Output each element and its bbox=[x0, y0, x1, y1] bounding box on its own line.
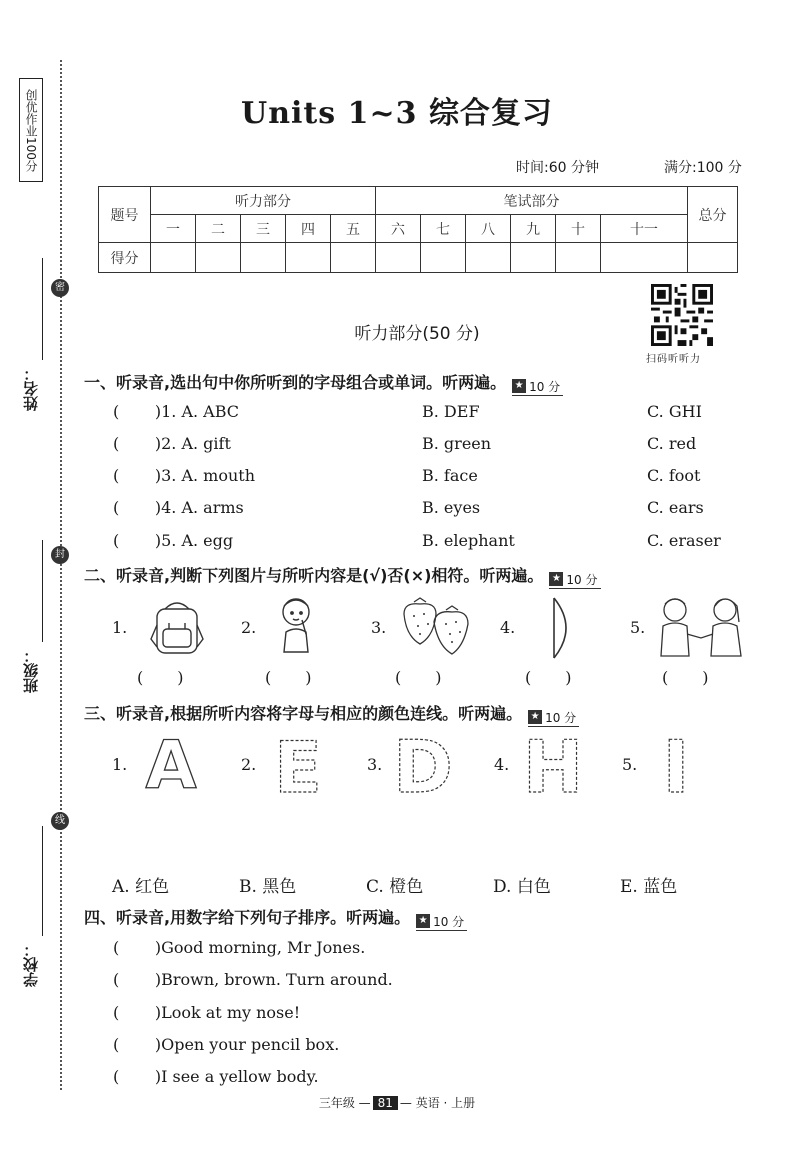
binding-dotted-line bbox=[60, 60, 62, 1090]
col-header: 三 bbox=[241, 215, 286, 243]
score-input-cell[interactable] bbox=[241, 243, 286, 273]
sentence-text: )Brown, brown. Turn around. bbox=[154, 970, 393, 989]
col-header: 四 bbox=[286, 215, 331, 243]
letter-number: 4. bbox=[494, 755, 510, 774]
col-header: 八 bbox=[466, 215, 511, 243]
option-b: B. green bbox=[422, 434, 492, 453]
outline-letter-e[interactable] bbox=[268, 734, 328, 798]
page-footer bbox=[0, 1094, 794, 1111]
item-number: )2. bbox=[154, 434, 177, 453]
score-input-cell[interactable] bbox=[556, 243, 601, 273]
points-text: 10 分 bbox=[566, 572, 598, 587]
class-label: 班级： bbox=[22, 648, 40, 693]
outline-letter-i[interactable] bbox=[658, 732, 694, 798]
points-text: 10 分 bbox=[545, 710, 577, 725]
time-limit: 时间:60 分钟 bbox=[516, 160, 599, 176]
footer-grade: 三年级 — bbox=[318, 1096, 371, 1110]
score-input-cell[interactable] bbox=[376, 243, 421, 273]
option-b: B. elephant bbox=[422, 531, 515, 550]
letter-a-glyph: A bbox=[145, 734, 197, 794]
seal-mi: 密 bbox=[51, 279, 69, 297]
score-input-cell[interactable] bbox=[331, 243, 376, 273]
children-shaking-hands-icon bbox=[651, 594, 751, 660]
score-input-cell[interactable] bbox=[601, 243, 688, 273]
writing-header: 笔试部分 bbox=[376, 187, 688, 215]
answer-blank[interactable]: ( bbox=[113, 466, 155, 485]
score-input-cell[interactable] bbox=[466, 243, 511, 273]
listening-part-title: 听力部分(50 分) bbox=[354, 324, 480, 344]
footer-subject: — 英语 · 上册 bbox=[399, 1096, 476, 1110]
answer-blank[interactable]: () bbox=[265, 668, 346, 687]
col-header: 十 bbox=[556, 215, 601, 243]
outline-letter-d[interactable] bbox=[393, 732, 453, 798]
option-a: A. mouth bbox=[181, 466, 256, 485]
option-b: B. DEF bbox=[422, 402, 480, 421]
col-header: 六 bbox=[376, 215, 421, 243]
mc-item bbox=[113, 434, 231, 453]
col-header: 一 bbox=[151, 215, 196, 243]
option-b: B. face bbox=[422, 466, 478, 485]
points-text: 10 分 bbox=[529, 379, 561, 394]
option-c: C. eraser bbox=[647, 531, 721, 550]
option-a: A. egg bbox=[181, 531, 234, 550]
section-2-points bbox=[549, 571, 600, 589]
bow-icon bbox=[548, 596, 578, 660]
item-number: )3. bbox=[154, 466, 177, 485]
option-a: A. ABC bbox=[181, 402, 240, 421]
score-input-cell[interactable] bbox=[151, 243, 196, 273]
option-a: A. arms bbox=[181, 498, 244, 517]
points-text: 10 分 bbox=[433, 914, 465, 929]
col-header: 二 bbox=[196, 215, 241, 243]
class-field[interactable] bbox=[14, 538, 44, 698]
answer-blank[interactable]: () bbox=[137, 668, 218, 687]
answer-blank[interactable]: ( bbox=[113, 402, 155, 421]
answer-blank[interactable]: () bbox=[395, 668, 476, 687]
col-header: 十一 bbox=[601, 215, 688, 243]
picture-number: 1. bbox=[112, 618, 128, 637]
letter-e-glyph: E bbox=[274, 734, 322, 798]
color-option-blue[interactable]: E. 蓝色 bbox=[620, 877, 678, 897]
order-blank[interactable]: ( bbox=[113, 1035, 155, 1054]
page-title: Units 1~3 综合复习 bbox=[241, 96, 553, 131]
mc-item bbox=[113, 498, 244, 517]
answer-blank[interactable]: ( bbox=[113, 531, 155, 550]
star-icon: ★ bbox=[512, 379, 526, 393]
sentence-item bbox=[113, 1003, 300, 1022]
letter-h-glyph: H bbox=[522, 732, 584, 798]
section-3-heading-text: 三、听录音,根据所听内容将字母与相应的颜色连线。听两遍。 bbox=[84, 704, 523, 723]
strawberries-icon bbox=[398, 596, 474, 658]
item-number: )4. bbox=[154, 498, 177, 517]
order-blank[interactable]: ( bbox=[113, 1067, 155, 1086]
section-4-heading bbox=[84, 905, 467, 931]
star-icon: ★ bbox=[416, 914, 430, 928]
sentence-text: )Open your pencil box. bbox=[154, 1035, 340, 1054]
item-number: )5. bbox=[154, 531, 177, 550]
mc-item bbox=[113, 531, 233, 550]
score-input-cell[interactable] bbox=[511, 243, 556, 273]
sentence-text: )Look at my nose! bbox=[154, 1003, 301, 1022]
section-2-heading-text: 二、听录音,判断下列图片与所听内容是(√)否(×)相符。听两遍。 bbox=[84, 566, 544, 585]
class-line[interactable] bbox=[42, 540, 43, 642]
sentence-item bbox=[113, 1067, 319, 1086]
sentence-item bbox=[113, 938, 365, 957]
sentence-text: )Good morning, Mr Jones. bbox=[154, 938, 366, 957]
total-cell: 总分 bbox=[688, 187, 738, 243]
sentence-item bbox=[113, 1035, 339, 1054]
letter-i-glyph: I bbox=[662, 732, 690, 798]
color-option-white[interactable]: D. 白色 bbox=[493, 877, 551, 897]
letter-number: 1. bbox=[112, 755, 128, 774]
section-4-points bbox=[416, 913, 467, 931]
page-number: 81 bbox=[373, 1096, 398, 1110]
order-blank[interactable]: ( bbox=[113, 938, 155, 957]
order-blank[interactable]: ( bbox=[113, 1003, 155, 1022]
section-1-points bbox=[512, 378, 563, 396]
answer-blank[interactable]: ( bbox=[113, 498, 155, 517]
name-label: 姓名： bbox=[22, 366, 40, 411]
mc-item bbox=[113, 402, 239, 421]
section-1-heading bbox=[84, 370, 563, 396]
picture-number: 2. bbox=[241, 618, 257, 637]
school-field[interactable] bbox=[14, 824, 44, 994]
order-blank[interactable]: ( bbox=[113, 970, 155, 989]
color-option-black[interactable]: B. 黑色 bbox=[239, 877, 297, 897]
listening-header: 听力部分 bbox=[151, 187, 376, 215]
option-c: C. ears bbox=[647, 498, 704, 517]
tihao-cell: 题号 bbox=[99, 187, 151, 243]
score-input-cell[interactable] bbox=[196, 243, 241, 273]
picture-number: 3. bbox=[371, 618, 387, 637]
letter-number: 2. bbox=[241, 755, 257, 774]
option-c: C. red bbox=[647, 434, 697, 453]
sentence-item bbox=[113, 970, 393, 989]
brand-label: 创优作业100分 bbox=[19, 78, 43, 182]
letter-d-glyph: D bbox=[393, 732, 453, 798]
sentence-text: )I see a yellow body. bbox=[154, 1067, 319, 1086]
option-b: B. eyes bbox=[422, 498, 481, 517]
answer-blank[interactable]: () bbox=[525, 668, 606, 687]
option-c: C. foot bbox=[647, 466, 701, 485]
col-header: 九 bbox=[511, 215, 556, 243]
color-option-orange[interactable]: C. 橙色 bbox=[366, 877, 424, 897]
answer-blank[interactable]: ( bbox=[113, 434, 155, 453]
name-line[interactable] bbox=[42, 258, 43, 360]
full-score: 满分:100 分 bbox=[664, 160, 742, 176]
col-header: 五 bbox=[331, 215, 376, 243]
outline-letter-h[interactable] bbox=[520, 732, 586, 798]
girl-pointing-icon bbox=[272, 594, 322, 660]
letter-number: 5. bbox=[622, 755, 638, 774]
option-c: C. GHI bbox=[647, 402, 702, 421]
school-label: 学校： bbox=[22, 942, 40, 987]
picture-number: 4. bbox=[500, 618, 516, 637]
school-line[interactable] bbox=[42, 826, 43, 936]
star-icon: ★ bbox=[549, 572, 563, 586]
letter-number: 3. bbox=[367, 755, 383, 774]
score-input-cell[interactable] bbox=[421, 243, 466, 273]
section-2-heading bbox=[84, 563, 601, 589]
section-3-points bbox=[528, 709, 579, 727]
backpack-icon bbox=[147, 595, 207, 659]
defen-cell: 得分 bbox=[99, 243, 151, 273]
option-a: A. gift bbox=[181, 434, 231, 453]
col-header: 七 bbox=[421, 215, 466, 243]
outline-letter-a[interactable] bbox=[134, 734, 208, 794]
section-3-heading bbox=[84, 701, 579, 727]
score-table bbox=[98, 186, 738, 273]
section-1-heading-text: 一、听录音,选出句中你所听到的字母组合或单词。听两遍。 bbox=[84, 373, 507, 392]
mc-item bbox=[113, 466, 255, 485]
section-4-heading-text: 四、听录音,用数字给下列句子排序。听两遍。 bbox=[84, 908, 411, 927]
star-icon: ★ bbox=[528, 710, 542, 724]
seal-feng: 封 bbox=[51, 546, 69, 564]
score-input-cell[interactable] bbox=[286, 243, 331, 273]
answer-blank[interactable]: () bbox=[662, 668, 743, 687]
item-number: )1. bbox=[154, 402, 177, 421]
color-option-red[interactable]: A. 红色 bbox=[112, 877, 170, 897]
qr-caption: 扫码听听力 bbox=[646, 354, 701, 365]
total-input-cell[interactable] bbox=[688, 243, 738, 273]
picture-number: 5. bbox=[630, 618, 646, 637]
seal-xian: 线 bbox=[51, 812, 69, 830]
